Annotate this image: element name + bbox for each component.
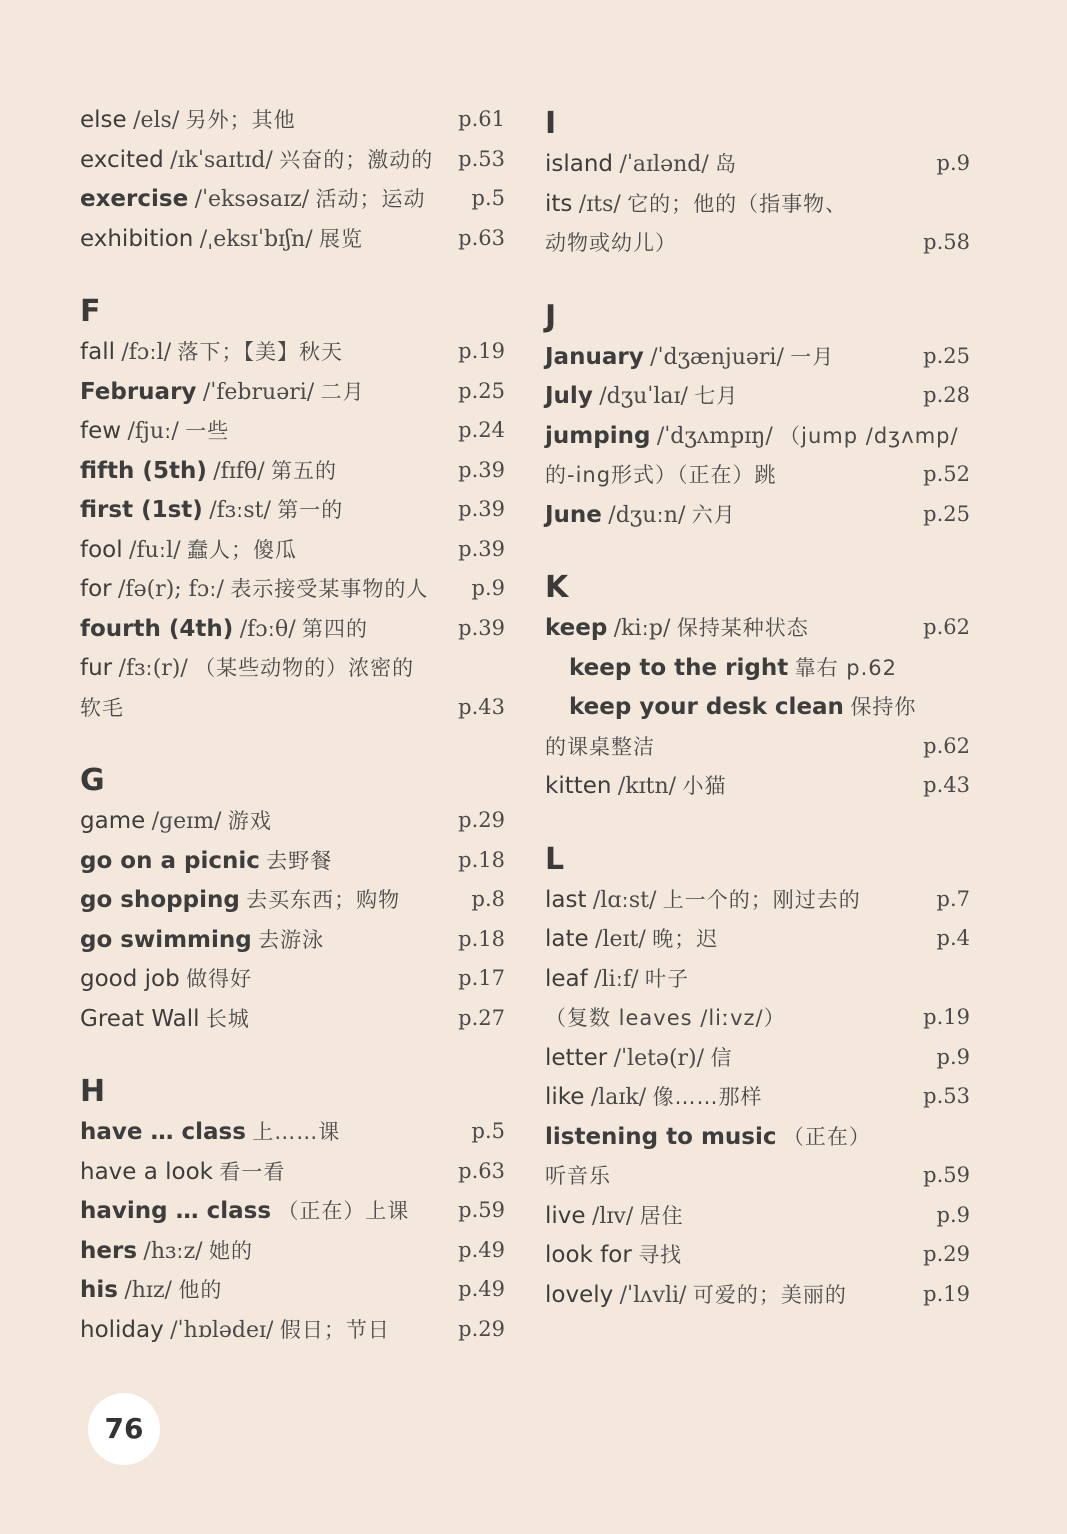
glossary-entry xyxy=(545,608,970,648)
glossary-entry xyxy=(80,841,505,881)
entry-meaning: （正在）上课 xyxy=(277,1199,410,1223)
entry-meaning: 的-ing形式）（正在）跳 xyxy=(545,463,777,487)
entry-word: last xyxy=(545,886,587,913)
entry-word: late xyxy=(545,926,589,952)
entry-phonetic: /lɑːst/ xyxy=(592,887,657,913)
entry-word: January xyxy=(545,343,644,370)
glossary-entry xyxy=(80,1152,505,1192)
glossary-entry xyxy=(80,451,505,491)
entry-phonetic: /ˈeksəsaɪz/ xyxy=(194,187,310,212)
entry-phonetic: /kiːp/ xyxy=(613,616,671,641)
entry-meaning: （jump /dʒʌmp/ xyxy=(779,423,959,448)
glossary-entry xyxy=(545,919,970,959)
glossary-entry xyxy=(545,184,970,224)
entry-meaning: 叶子 xyxy=(644,966,689,991)
entry-phonetic: /fjuː/ xyxy=(127,419,179,444)
entry-page-ref: p.19 xyxy=(923,1005,970,1029)
glossary-section xyxy=(545,104,970,263)
entry-word: like xyxy=(545,1084,585,1110)
section-letter: H xyxy=(80,1074,106,1109)
entry-meaning: 保持你 xyxy=(850,695,917,719)
entry-page-ref: p.29 xyxy=(458,1316,505,1341)
glossary-entry xyxy=(545,959,970,999)
left-column xyxy=(80,100,505,1383)
entry-page-ref: p.49 xyxy=(458,1237,505,1262)
entry-meaning: 一月 xyxy=(790,344,835,369)
entry-meaning: （某些动物的）浓密的 xyxy=(194,656,415,680)
entry-word: go shopping xyxy=(80,887,240,913)
glossary-entry xyxy=(545,998,970,1038)
entry-page-ref: p.7 xyxy=(936,886,970,911)
entry-page-ref: p.27 xyxy=(458,1005,505,1030)
glossary-entry xyxy=(80,609,505,649)
entry-word: live xyxy=(545,1202,586,1229)
entry-phonetic: /dʒuˈlaɪ/ xyxy=(599,384,688,409)
section-letter: I xyxy=(545,106,557,141)
entry-word: for xyxy=(80,576,112,602)
section-letter: K xyxy=(545,570,569,605)
entry-meaning: 听音乐 xyxy=(545,1164,611,1188)
entry-page-ref: p.39 xyxy=(458,536,505,561)
entry-word: go swimming xyxy=(80,926,252,953)
glossary-entry xyxy=(545,455,970,495)
glossary-entry xyxy=(80,411,505,451)
glossary-section xyxy=(545,840,970,1315)
glossary-section xyxy=(80,1072,505,1349)
entry-meaning: 看一看 xyxy=(219,1159,286,1184)
entry-word: its xyxy=(545,190,573,217)
entry-page-ref: p.62 xyxy=(923,733,970,758)
glossary-entry xyxy=(80,569,505,609)
entry-phonetic: /fuːl/ xyxy=(129,537,181,563)
entry-meaning: 小猫 xyxy=(682,774,727,798)
entry-phonetic: /ˌeksɪˈbɪʃn/ xyxy=(199,226,313,252)
entry-word: go on a picnic xyxy=(80,847,260,874)
entry-word: look for xyxy=(545,1242,632,1268)
entry-meaning: 上一个的；刚过去的 xyxy=(662,887,861,912)
entry-word: few xyxy=(80,418,122,444)
glossary-entry xyxy=(80,1112,505,1152)
entry-phonetic: /laɪk/ xyxy=(590,1085,647,1110)
entry-phonetic: /lɪv/ xyxy=(591,1203,634,1229)
glossary-entry xyxy=(545,1117,970,1157)
glossary-entry xyxy=(80,1310,505,1350)
entry-phonetic: /fɔːl/ xyxy=(121,340,172,365)
entry-meaning: 岛 xyxy=(715,152,738,176)
entry-meaning: 长城 xyxy=(205,1006,250,1031)
entry-page-ref: p.63 xyxy=(458,1158,505,1183)
entry-phonetic: /liːf/ xyxy=(594,966,639,992)
entry-word: having … class xyxy=(80,1198,272,1224)
entry-word: else xyxy=(80,107,127,133)
entry-page-ref: p.9 xyxy=(936,1202,970,1227)
entry-meaning: 上……课 xyxy=(252,1120,341,1144)
page-number: 76 xyxy=(88,1393,160,1465)
entry-phonetic: /ˈdʒænjuəri/ xyxy=(650,344,784,370)
entry-phonetic: /ˈletə(r)/ xyxy=(613,1045,705,1071)
entry-meaning: 动物或幼儿） xyxy=(545,231,677,255)
glossary-entry xyxy=(545,1038,970,1078)
glossary-section xyxy=(545,297,970,535)
entry-page-ref: p.25 xyxy=(458,378,505,403)
glossary-entry xyxy=(80,219,505,259)
entry-word: have … class xyxy=(80,1119,246,1145)
glossary-entry xyxy=(545,727,970,767)
entry-meaning: 二月 xyxy=(320,379,365,404)
entry-word: have a look xyxy=(80,1158,214,1185)
entry-word: keep to the right xyxy=(569,654,789,681)
glossary-entry xyxy=(80,490,505,530)
glossary-entry xyxy=(80,332,505,372)
entry-word: June xyxy=(545,501,602,528)
entry-meaning: 活动；运动 xyxy=(315,187,426,211)
entry-page-ref: p.5 xyxy=(471,1119,505,1143)
glossary-entry xyxy=(80,1191,505,1231)
entry-word: exercise xyxy=(80,186,189,212)
entry-meaning: 表示接受某事物的人 xyxy=(230,577,429,601)
glossary-entry xyxy=(545,1275,970,1315)
glossary-entry xyxy=(545,1077,970,1117)
entry-word: fall xyxy=(80,339,115,365)
glossary-entry xyxy=(80,140,505,180)
glossary-entry xyxy=(80,688,505,728)
entry-phonetic: /hɪz/ xyxy=(124,1278,172,1303)
entry-page-ref: p.43 xyxy=(923,773,970,797)
glossary-entry xyxy=(545,1156,970,1196)
entry-word: fur xyxy=(80,655,113,681)
entry-meaning: 像……那样 xyxy=(652,1085,763,1109)
entry-page-ref: p.63 xyxy=(458,225,505,250)
entry-phonetic: /ɪts/ xyxy=(578,191,621,217)
glossary-entry xyxy=(545,337,970,377)
entry-page-ref: p.39 xyxy=(458,457,505,482)
entry-page-ref: p.53 xyxy=(923,1084,970,1108)
glossary-entry xyxy=(545,144,970,184)
entry-page-ref: p.18 xyxy=(458,847,505,872)
entry-meaning: 靠右 p.62 xyxy=(794,655,897,680)
entry-phonetic: /ɡeɪm/ xyxy=(151,809,222,834)
entry-word: lovely xyxy=(545,1281,614,1308)
entry-word: jumping xyxy=(545,422,651,449)
entry-word: exhibition xyxy=(80,225,194,252)
glossary-entry xyxy=(80,959,505,999)
entry-page-ref: p.39 xyxy=(458,497,505,521)
entry-page-ref: p.29 xyxy=(923,1242,970,1266)
glossary-section xyxy=(80,761,505,1038)
entry-page-ref: p.39 xyxy=(458,615,505,640)
entry-page-ref: p.61 xyxy=(458,107,505,131)
entry-phonetic: /ˈaɪlənd/ xyxy=(619,152,709,177)
entry-meaning: 的课桌整洁 xyxy=(545,734,655,759)
glossary-entry xyxy=(80,1270,505,1310)
entry-meaning: 第四的 xyxy=(302,616,369,641)
entry-word: Great Wall xyxy=(80,1005,200,1032)
entry-meaning: （复数 leaves /liːvz/） xyxy=(545,1006,786,1030)
entry-meaning: 展览 xyxy=(319,226,364,251)
glossary-entry xyxy=(545,376,970,416)
entry-phonetic: /ˈhɒlədeɪ/ xyxy=(170,1317,274,1343)
entry-word: leaf xyxy=(545,965,588,992)
entry-meaning: 蠢人；傻瓜 xyxy=(187,537,298,562)
entry-page-ref: p.8 xyxy=(471,887,505,911)
entry-page-ref: p.9 xyxy=(471,576,505,600)
entry-word: fourth (4th) xyxy=(80,615,234,642)
entry-phonetic: /ˈdʒʌmpɪŋ/ xyxy=(656,423,773,449)
entry-word: kitten xyxy=(545,773,612,799)
entry-page-ref: p.29 xyxy=(458,808,505,832)
entry-page-ref: p.25 xyxy=(923,501,970,526)
entry-page-ref: p.19 xyxy=(458,339,505,363)
entry-word: February xyxy=(80,378,197,405)
entry-meaning: 第五的 xyxy=(271,458,337,483)
entry-page-ref: p.53 xyxy=(458,146,505,171)
section-letter: L xyxy=(545,841,565,877)
entry-meaning: 第一的 xyxy=(277,498,344,522)
entry-meaning: 居住 xyxy=(639,1203,684,1228)
entry-word: good job xyxy=(80,966,180,992)
entry-word: his xyxy=(80,1277,118,1303)
entry-phonetic: /ˈlʌvli/ xyxy=(619,1282,687,1308)
glossary-entry xyxy=(80,880,505,920)
entry-meaning: 假日；节日 xyxy=(279,1317,390,1342)
entry-word: hers xyxy=(80,1237,138,1264)
entry-page-ref: p.28 xyxy=(923,383,970,407)
entry-meaning: 保持某种状态 xyxy=(676,616,809,640)
section-letter: J xyxy=(545,298,557,334)
entry-page-ref: p.25 xyxy=(923,343,970,368)
entry-word: listening to music xyxy=(545,1123,777,1150)
entry-meaning: 软毛 xyxy=(80,695,124,720)
entry-page-ref: p.17 xyxy=(458,966,505,990)
entry-page-ref: p.5 xyxy=(471,186,505,210)
entry-phonetic: /ɪkˈsaɪtɪd/ xyxy=(170,147,273,173)
glossary-entry xyxy=(545,1196,970,1236)
entry-phonetic: /fɜː(r)/ xyxy=(118,656,188,681)
entry-page-ref: p.59 xyxy=(923,1163,970,1187)
right-column xyxy=(545,100,970,1348)
glossary-entry xyxy=(545,495,970,535)
glossary-section xyxy=(545,568,970,806)
entry-meaning: 他的 xyxy=(178,1278,223,1302)
entry-meaning: 信 xyxy=(710,1045,733,1070)
entry-word: island xyxy=(545,151,614,177)
entry-meaning: 寻找 xyxy=(638,1243,683,1267)
glossary-entry xyxy=(80,648,505,688)
glossary-entry xyxy=(545,648,970,688)
glossary-entry xyxy=(545,416,970,456)
entry-phonetic: /fɔːθ/ xyxy=(239,616,296,642)
entry-phonetic: /fɪfθ/ xyxy=(213,458,265,484)
entry-word: fifth (5th) xyxy=(80,457,207,484)
glossary-entry xyxy=(80,801,505,841)
glossary-entry xyxy=(80,920,505,960)
entry-page-ref: p.49 xyxy=(458,1277,505,1301)
glossary-entry xyxy=(545,1235,970,1275)
entry-meaning: 去买东西；购物 xyxy=(246,888,401,912)
section-letter: G xyxy=(80,763,105,798)
glossary-entry xyxy=(80,372,505,412)
entry-page-ref: p.24 xyxy=(458,418,505,442)
entry-meaning: 去野餐 xyxy=(266,848,333,873)
glossary-entry xyxy=(545,223,970,263)
glossary-entry xyxy=(545,880,970,920)
entry-meaning: 去游泳 xyxy=(258,927,325,952)
entry-phonetic: /fɜːst/ xyxy=(209,498,271,523)
entry-word: game xyxy=(80,808,146,834)
glossary-entry xyxy=(545,687,970,727)
entry-meaning: 七月 xyxy=(694,384,739,408)
entry-page-ref: p.9 xyxy=(936,151,970,175)
glossary-entry xyxy=(80,999,505,1039)
glossary-entry xyxy=(80,179,505,219)
entry-phonetic: /kɪtn/ xyxy=(617,774,677,799)
entry-phonetic: /ˈfebruəri/ xyxy=(202,379,315,405)
glossary-section xyxy=(80,100,505,258)
entry-phonetic: /leɪt/ xyxy=(595,927,646,952)
entry-meaning: 做得好 xyxy=(186,967,253,991)
entry-meaning: 可爱的；美丽的 xyxy=(692,1282,847,1307)
entry-meaning: 一些 xyxy=(185,419,230,443)
glossary-section xyxy=(80,292,505,727)
entry-page-ref: p.62 xyxy=(923,615,970,639)
entry-meaning: 它的；他的（指事物、 xyxy=(627,191,848,216)
entry-word: excited xyxy=(80,146,164,173)
entry-word: first (1st) xyxy=(80,497,203,523)
entry-page-ref: p.9 xyxy=(936,1044,970,1069)
entry-page-ref: p.4 xyxy=(936,926,970,950)
entry-phonetic: /fə(r); fɔː/ xyxy=(118,577,224,602)
entry-page-ref: p.52 xyxy=(923,462,970,486)
glossary-entry xyxy=(80,530,505,570)
glossary-entry xyxy=(80,1231,505,1271)
entry-page-ref: p.19 xyxy=(923,1281,970,1306)
entry-word: July xyxy=(545,383,593,409)
glossary-entry xyxy=(545,766,970,806)
entry-word: holiday xyxy=(80,1316,164,1343)
section-letter: F xyxy=(80,294,101,329)
entry-meaning: 她的 xyxy=(209,1238,253,1263)
entry-phonetic: /dʒuːn/ xyxy=(608,502,686,528)
entry-meaning: 落下；【美】秋天 xyxy=(177,340,344,364)
entry-meaning: 另外；其他 xyxy=(185,108,296,132)
entry-meaning: （正在） xyxy=(782,1124,871,1149)
glossary-entry xyxy=(80,100,505,140)
entry-page-ref: p.18 xyxy=(458,926,505,951)
entry-word: keep xyxy=(545,615,608,641)
entry-phonetic: /hɜːz/ xyxy=(143,1238,203,1264)
entry-page-ref: p.59 xyxy=(458,1198,505,1222)
entry-page-ref: p.58 xyxy=(923,230,970,254)
entry-page-ref: p.43 xyxy=(458,694,505,719)
entry-word: keep your desk clean xyxy=(569,694,844,720)
entry-meaning: 兴奋的；激动的 xyxy=(279,147,434,172)
entry-meaning: 晚；迟 xyxy=(652,927,719,951)
entry-meaning: 游戏 xyxy=(227,809,272,833)
entry-word: letter xyxy=(545,1044,608,1071)
entry-word: fool xyxy=(80,536,123,563)
entry-meaning: 六月 xyxy=(691,502,736,527)
entry-phonetic: /els/ xyxy=(133,108,180,133)
